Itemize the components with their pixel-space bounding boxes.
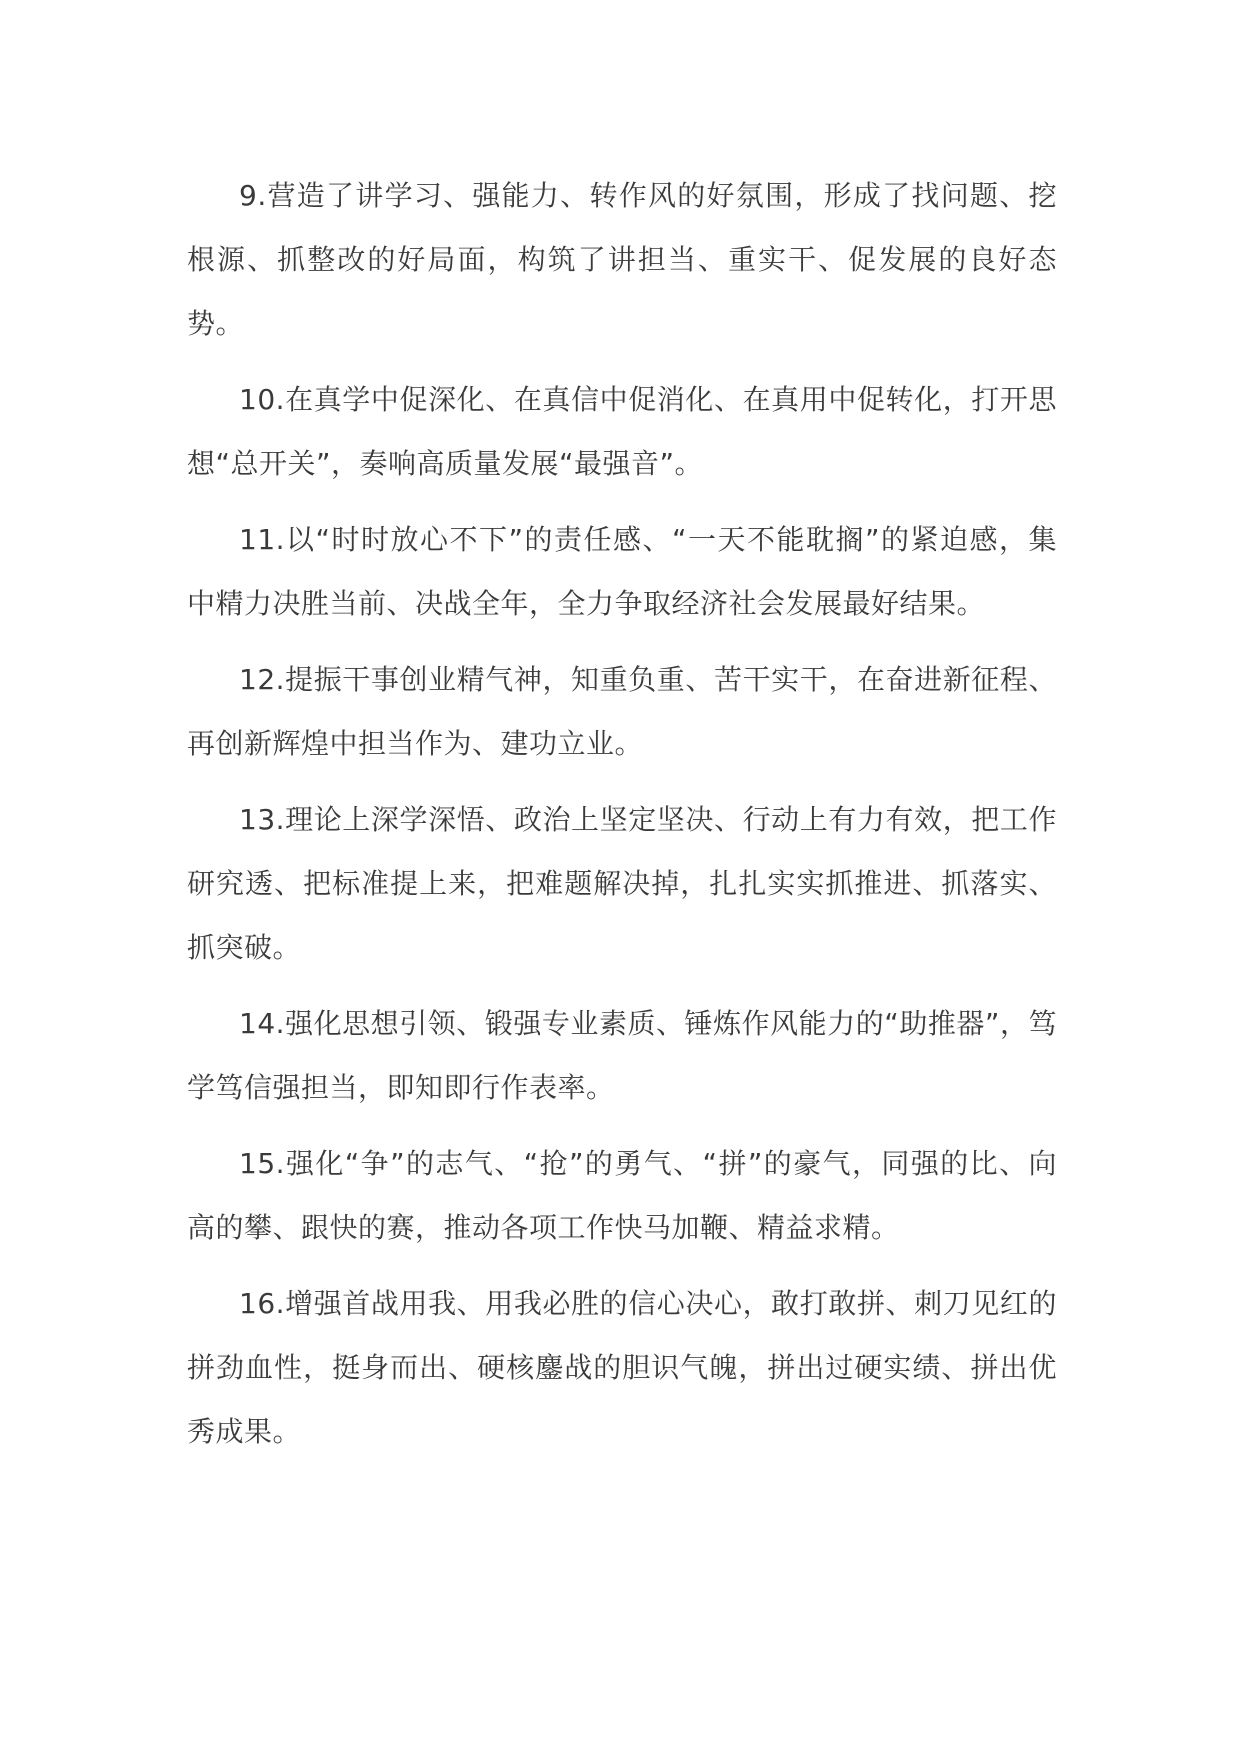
paragraph-12: 12.提振干事创业精气神，知重负重、苦干实干，在奋进新征程、再创新辉煌中担当作为、建功立业。 — [187, 663, 1057, 760]
paragraph-13: 13.理论上深学深悟、政治上坚定坚决、行动上有力有效，把工作研究透、把标准提上来，把难题解决掉，扎扎实实抓推进、抓落实、抓突破。 — [187, 803, 1057, 964]
paragraph-16: 16.增强首战用我、用我必胜的信心决心，敢打敢拼、刺刀见红的拼劲血性，挺身而出、硬核鏖战的胆识气魄，拼出过硬实绩、拼出优秀成果。 — [187, 1287, 1057, 1448]
paragraph-9: 9.营造了讲学习、强能力、转作风的好氛围，形成了找问题、挖根源、抓整改的好局面，构筑了讲担当、重实干、促发展的良好态势。 — [187, 179, 1057, 340]
paragraph-10: 10.在真学中促深化、在真信中促消化、在真用中促转化，打开思想“总开关”，奏响高质量发展“最强音”。 — [187, 383, 1057, 480]
document-body — [187, 164, 1057, 1476]
paragraph-11: 11.以“时时放心不下”的责任感、“一天不能耽搁”的紧迫感，集中精力决胜当前、决战全年，全力争取经济社会发展最好结果。 — [187, 523, 1057, 620]
paragraph-15: 15.强化“争”的志气、“抢”的勇气、“拼”的豪气，同强的比、向高的攀、跟快的赛，推动各项工作快马加鞭、精益求精。 — [187, 1147, 1057, 1244]
paragraph-14: 14.强化思想引领、锻强专业素质、锤炼作风能力的“助推器”，笃学笃信强担当，即知即行作表率。 — [187, 1007, 1057, 1104]
